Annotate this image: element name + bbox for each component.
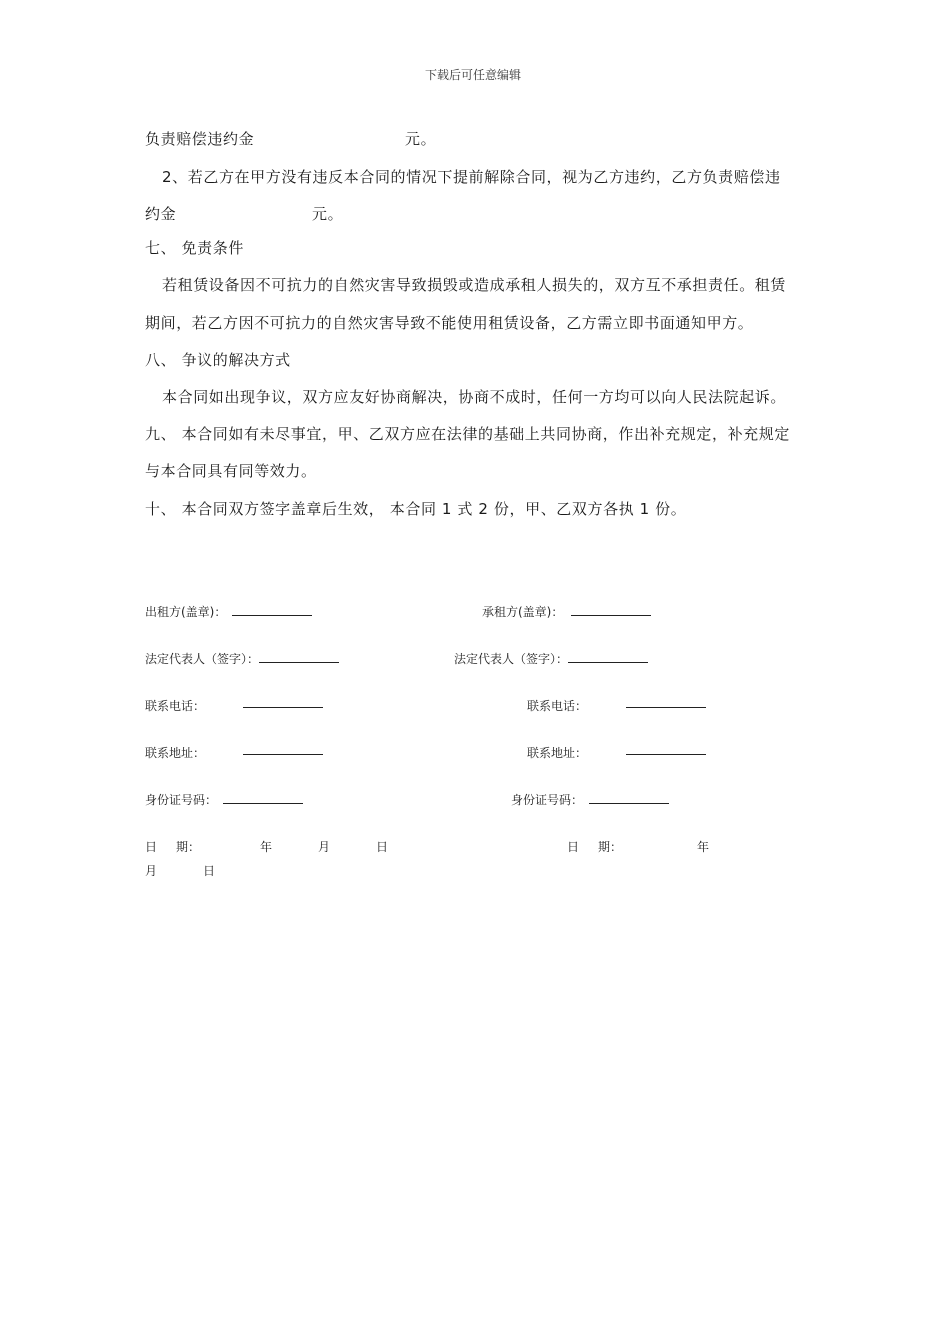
id-left-label: 身份证号码： (145, 793, 218, 807)
id-left-blank (223, 802, 303, 804)
phone-right-blank (626, 706, 706, 708)
phone-left-blank (243, 706, 323, 708)
date-left-qi: 期： (176, 840, 201, 854)
rep-left-blank (259, 661, 339, 663)
rep-left-row (145, 650, 339, 667)
phone-right-row (626, 697, 706, 711)
rep-right-label: 法定代表人（签字）： (454, 652, 569, 666)
phone-left-label: 联系电话： (145, 699, 206, 713)
section-7-paragraph-line-2: 期间，若乙方因不可抗力的自然灾害导致不能使用租赁设备，乙方需立即书面通知甲方。 (145, 314, 754, 332)
address-right-row (626, 744, 706, 758)
penalty-line-1 (145, 128, 254, 149)
lessee-seal-label: 承租方(盖章)： (482, 605, 564, 619)
rep-right-blank (568, 661, 648, 663)
date-left-ri: 日 (145, 840, 158, 854)
date-right-year: 年 (697, 840, 710, 854)
id-right-blank (589, 802, 669, 804)
address-left-row (243, 744, 323, 758)
id-right-row (511, 791, 669, 808)
address-right-blank (626, 753, 706, 755)
section-8-title: 八、 争议的解决方式 (145, 351, 291, 369)
address-left-label: 联系地址： (145, 746, 206, 760)
clause-2-line-1: 2、若乙方在甲方没有违反本合同的情况下提前解除合同，视为乙方违约，乙方负责赔偿违 (162, 168, 781, 186)
clause-2-line-2-suffix: 元。 (312, 205, 344, 223)
penalty-line-1-suffix: 元。 (405, 130, 437, 148)
id-left-row (145, 791, 303, 808)
section-7-paragraph-line-1: 若租赁设备因不可抗力的自然灾害导致损毁或造成承租人损失的，双方互不承担责任。租赁 (162, 276, 787, 294)
section-7-title: 七、 免责条件 (145, 239, 244, 257)
lessor-seal-blank (232, 614, 312, 616)
rep-right-row (454, 650, 648, 667)
lessor-seal-row (145, 603, 312, 620)
lessee-seal-blank (571, 614, 651, 616)
clause-2-line-2-prefix: 约金 (145, 205, 177, 223)
section-10: 十、 本合同双方签字盖章后生效， 本合同 1 式 2 份，甲、乙双方各执 1 份。 (145, 500, 687, 518)
date-right-month: 月 (145, 864, 158, 878)
rep-left-label: 法定代表人（签字）： (145, 652, 260, 666)
lessee-seal-row (482, 603, 651, 620)
date-left-day: 日 (376, 840, 389, 854)
date-right-ri: 日 (567, 840, 580, 854)
date-right-qi: 期： (598, 840, 623, 854)
date-left-month: 月 (318, 840, 331, 854)
section-8-paragraph: 本合同如出现争议，双方应友好协商解决，协商不成时，任何一方均可以向人民法院起诉。 (162, 388, 787, 406)
address-left-blank (243, 753, 323, 755)
date-left-year: 年 (260, 840, 273, 854)
phone-right-label: 联系电话： (527, 699, 588, 713)
page-header: 下载后可任意编辑 (425, 68, 522, 82)
section-9-line-2: 与本合同具有同等效力。 (145, 462, 317, 480)
section-9-line-1: 九、 本合同如有未尽事宜，甲、乙双方应在法律的基础上共同协商，作出补充规定，补充规定 (145, 425, 790, 443)
date-right-day: 日 (203, 864, 216, 878)
id-right-label: 身份证号码： (511, 793, 584, 807)
penalty-line-1-prefix: 负责赔偿违约金 (145, 130, 255, 148)
phone-left-row (243, 697, 323, 711)
address-right-label: 联系地址： (527, 746, 588, 760)
lessor-seal-label: 出租方(盖章)： (145, 605, 227, 619)
